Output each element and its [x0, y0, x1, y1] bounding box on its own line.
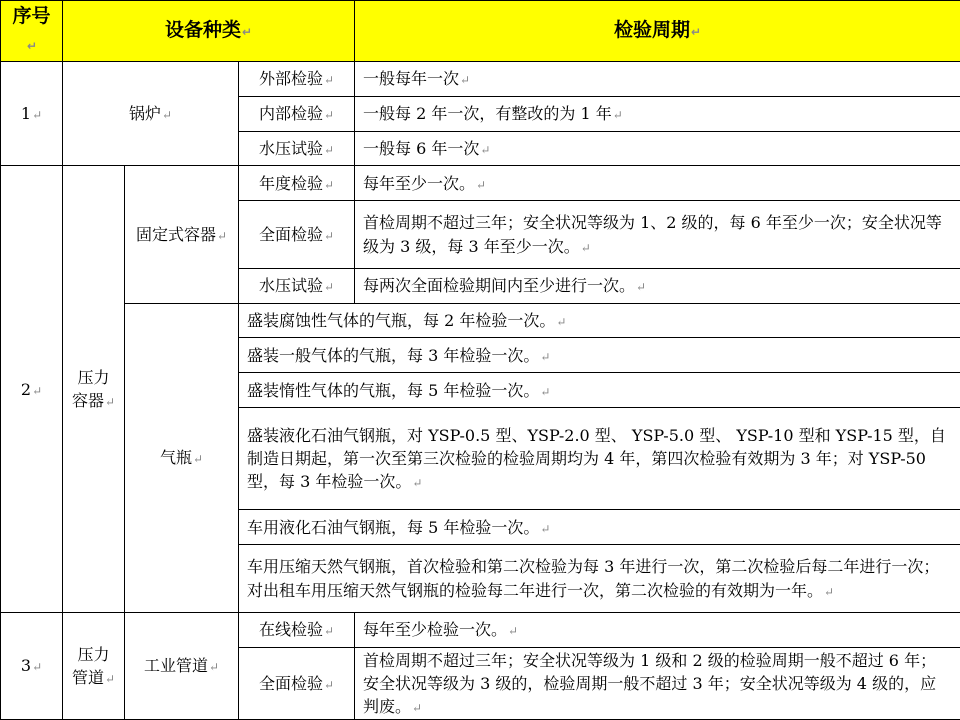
period-cell: 车用液化石油气钢瓶，每 5 年检验一次。↵ [239, 510, 960, 545]
period-cell: 首检周期不超过三年；安全状况等级为 1、2 级的，每 6 年至少一次；安全状况等级为 3 级，每 3 年至少一次。↵ [355, 201, 960, 269]
inspection-type-cell: 水压试验↵ [239, 131, 355, 166]
header-category: 设备种类↵ [63, 1, 355, 62]
period-cell: 每两次全面检验期间内至少进行一次。↵ [355, 268, 960, 303]
period-cell: 盛装液化石油气钢瓶，对 YSP-0.5 型、YSP-2.0 型、 YSP-5.0 型、 YSP-10 型和 YSP-15 型，自制造日期起，第一次至第三次检验的检验周期均为 4 年，第四次检验有效期为 3 年；对 YSP-50 型，每 3 年检验一次。↵ [239, 408, 960, 510]
header-row [1, 1, 960, 62]
period-cell: 一般每 6 年一次↵ [355, 131, 960, 166]
period-cell: 每年至少检验一次。↵ [355, 612, 960, 647]
subcategory-cell: 工业管道↵ [125, 612, 239, 719]
inspection-type-cell: 全面检验↵ [239, 201, 355, 269]
serial-cell: 1↵ [1, 62, 63, 166]
period-cell: 一般每年一次↵ [355, 62, 960, 97]
category-cell: 压力容器↵ [63, 166, 125, 612]
category-cell: 锅炉↵ [63, 62, 239, 166]
table-row [1, 166, 960, 201]
header-period: 检验周期↵ [355, 1, 960, 62]
period-cell: 盛装一般气体的气瓶，每 3 年检验一次。↵ [239, 338, 960, 373]
period-cell: 车用压缩天然气钢瓶，首次检验和第二次检验为每 3 年进行一次，第二次检验后每二年进行一次；对出租车用压缩天然气钢瓶的检验每二年进行一次，第二次检验的有效期为一年。↵ [239, 545, 960, 613]
subcategory-cell: 固定式容器↵ [125, 166, 239, 303]
inspection-type-cell: 外部检验↵ [239, 62, 355, 97]
serial-cell: 2↵ [1, 166, 63, 612]
inspection-type-cell: 全面检验↵ [239, 647, 355, 719]
inspection-type-cell: 内部检验↵ [239, 96, 355, 131]
period-cell: 盛装腐蚀性气体的气瓶，每 2 年检验一次。↵ [239, 303, 960, 338]
inspection-type-cell: 在线检验↵ [239, 612, 355, 647]
table-row [1, 612, 960, 647]
category-cell: 压力管道↵ [63, 612, 125, 719]
header-serial: 序号↵ [1, 1, 63, 62]
period-cell: 每年至少一次。↵ [355, 166, 960, 201]
period-cell: 一般每 2 年一次，有整改的为 1 年↵ [355, 96, 960, 131]
period-cell: 盛装惰性气体的气瓶，每 5 年检验一次。↵ [239, 373, 960, 408]
serial-cell: 3↵ [1, 612, 63, 719]
subcategory-cell: 气瓶↵ [125, 303, 239, 612]
inspection-type-cell: 年度检验↵ [239, 166, 355, 201]
inspection-type-cell: 水压试验↵ [239, 268, 355, 303]
period-cell: 首检周期不超过三年；安全状况等级为 1 级和 2 级的检验周期一般不超过 6 年；安全状况等级为 3 级的，检验周期一般不超过 3 年；安全状况等级为 4 级的，应判废。↵ [355, 647, 960, 719]
table-row [1, 303, 960, 338]
table-row [1, 62, 960, 97]
